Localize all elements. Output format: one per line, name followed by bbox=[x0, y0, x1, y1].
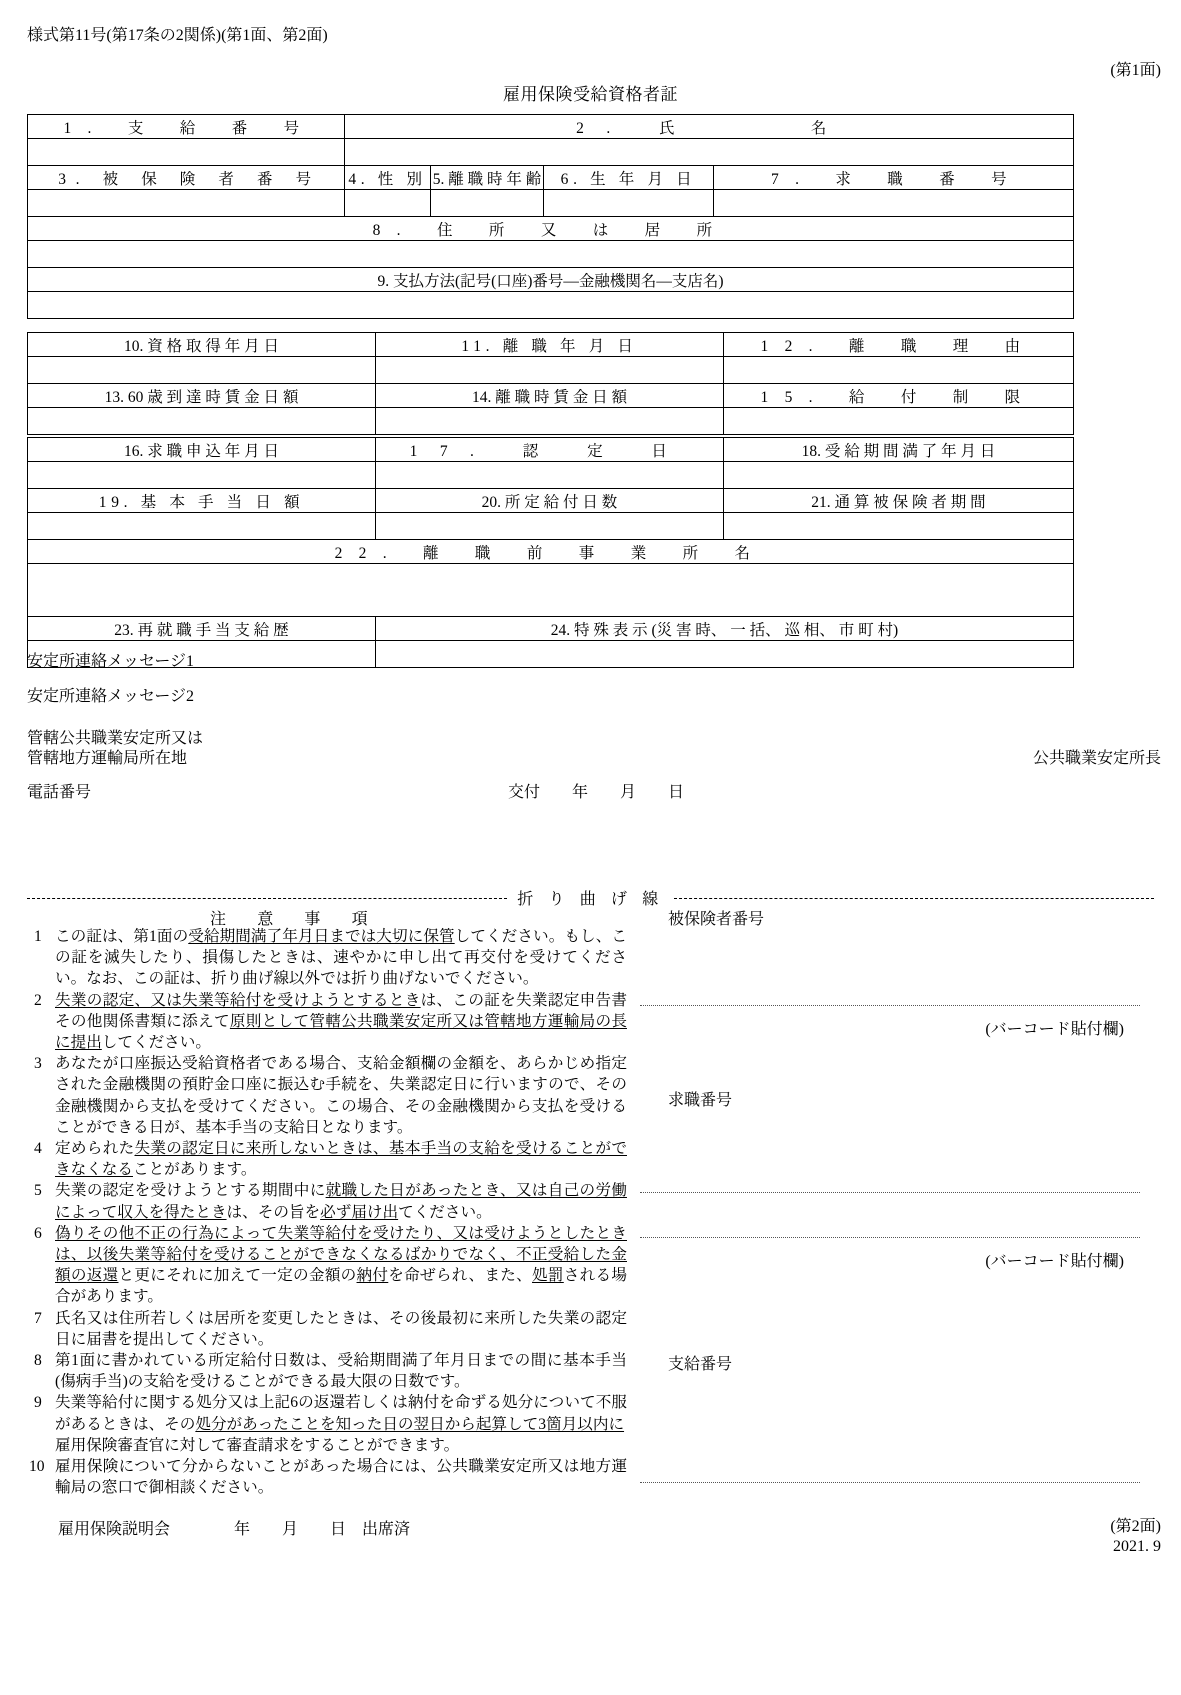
cell-label-reemployment-history: 23. 再 就 職 手 当 支 給 歴 bbox=[28, 617, 376, 641]
table-row bbox=[28, 139, 1074, 166]
note-text-plain: される場合があります。 bbox=[55, 1267, 627, 1306]
note-text-underlined: 受給期間満了年月日までは大切に保管 bbox=[188, 928, 455, 945]
cell-label-name: 2. 氏 名 bbox=[345, 115, 1074, 139]
cell-value-separation-date[interactable] bbox=[376, 357, 724, 384]
note-text-underlined: 必ず届け出 bbox=[320, 1203, 399, 1221]
note-text bbox=[53, 1350, 627, 1392]
cell-value-payment-method[interactable] bbox=[28, 292, 1074, 319]
cell-value-qualification-date[interactable] bbox=[28, 357, 376, 384]
table-row bbox=[28, 357, 1074, 384]
barcode-divider-4 bbox=[640, 1482, 1140, 1483]
table-row bbox=[28, 166, 1074, 190]
face-1-label: (第1面) bbox=[1110, 62, 1161, 79]
note-item bbox=[27, 1456, 627, 1498]
note-item bbox=[27, 1180, 627, 1222]
table-applicant-info bbox=[27, 114, 1074, 319]
note-text-plain: 定められた bbox=[55, 1140, 135, 1158]
version-date-label: 2021. 9 bbox=[1113, 1538, 1161, 1555]
barcode-paste-note-2: (バーコード貼付欄) bbox=[985, 1253, 1124, 1270]
note-text-plain: してください。もし、この証を滅失したり、損傷したときは、速やかに申し出て再交付を受けてください。なお、この証は、折り曲げ線以外では折り曲げないでください。 bbox=[55, 928, 627, 988]
issue-date-label: 交付 年 月 日 bbox=[508, 784, 685, 801]
label-payment-number: 支給番号 bbox=[668, 1356, 733, 1373]
cell-value-separation-reason[interactable] bbox=[724, 357, 1074, 384]
note-number: 3 bbox=[34, 1055, 42, 1073]
barcode-divider-3 bbox=[640, 1237, 1140, 1238]
table-row bbox=[28, 241, 1074, 268]
note-item bbox=[27, 990, 627, 1054]
cell-label-special-display: 24. 特 殊 表 示 (災 害 時、 一 括、 巡 相、 市 町 村) bbox=[376, 617, 1074, 641]
office-head-label: 公共職業安定所長 bbox=[1032, 750, 1161, 767]
note-text-underlined: 処罰 bbox=[532, 1267, 564, 1285]
cell-value-application-date[interactable] bbox=[28, 462, 376, 489]
note-number: 4 bbox=[34, 1140, 42, 1158]
note-item bbox=[27, 1138, 627, 1180]
cell-value-wage-at-60[interactable] bbox=[28, 408, 376, 435]
note-text bbox=[53, 1223, 627, 1308]
cell-value-birthdate[interactable] bbox=[544, 190, 714, 217]
note-item bbox=[27, 926, 627, 990]
note-text-underlined: 原則として管轄公共職業安定所又は管轄地方運輸局の長に提出 bbox=[55, 1012, 627, 1052]
form-number-label: 様式第11号(第17条の2関係)(第1面、第2面) bbox=[27, 27, 328, 44]
cell-label-payment-method: 9. 支払方法(記号(口座)番号―金融機関名―支店名) bbox=[28, 268, 1074, 292]
cell-label-payment-number: 1. 支 給 番 号 bbox=[28, 115, 345, 139]
barcode-divider-1 bbox=[640, 1005, 1140, 1006]
cell-label-separation-reason: 12. 離 職 理 由 bbox=[724, 333, 1074, 357]
table-row bbox=[28, 540, 1074, 564]
note-number: 9 bbox=[34, 1394, 42, 1412]
table-row bbox=[28, 292, 1074, 319]
cell-value-basic-allowance[interactable] bbox=[28, 513, 376, 540]
note-text bbox=[53, 1308, 627, 1350]
note-item bbox=[27, 1392, 687, 1456]
cell-value-recognition-date[interactable] bbox=[376, 462, 724, 489]
note-text bbox=[53, 1392, 687, 1456]
cell-label-benefit-period-end: 18. 受 給 期 間 満 了 年 月 日 bbox=[724, 438, 1074, 462]
table-row bbox=[28, 617, 1074, 641]
table-qualification-info bbox=[27, 332, 1074, 435]
page-title: 雇用保険受給資格者証 bbox=[503, 85, 678, 104]
table-row bbox=[28, 333, 1074, 357]
cell-label-total-insured-period: 21. 通 算 被 保 険 者 期 間 bbox=[724, 489, 1074, 513]
note-text-plain: と更にそれに加えて一定の金額の bbox=[118, 1267, 357, 1285]
table-row bbox=[28, 268, 1074, 292]
table-benefit-info bbox=[27, 437, 1074, 668]
office-address-line-1: 管轄公共職業安定所又は bbox=[27, 730, 204, 747]
note-text-underlined: 返還 bbox=[86, 1267, 119, 1285]
table-row bbox=[28, 217, 1074, 241]
cell-value-gender[interactable] bbox=[345, 190, 431, 217]
seminar-attendance-line: 雇用保険説明会 年 月 日 出席済 bbox=[58, 1521, 411, 1538]
note-text-plain: は、その旨を bbox=[226, 1203, 321, 1221]
barcode-paste-note-1: (バーコード貼付欄) bbox=[985, 1021, 1124, 1038]
cell-label-job-seeker-number: 7. 求 職 番 号 bbox=[714, 166, 1074, 190]
note-text bbox=[53, 1180, 627, 1222]
cell-label-application-date: 16. 求 職 申 込 年 月 日 bbox=[28, 438, 376, 462]
office-message-2: 安定所連絡メッセージ2 bbox=[27, 688, 195, 705]
cell-value-total-insured-period[interactable] bbox=[724, 513, 1074, 540]
note-text-plain: ことがあります。 bbox=[132, 1161, 257, 1179]
cell-label-benefit-restriction: 15. 給 付 制 限 bbox=[724, 384, 1074, 408]
table-row bbox=[28, 564, 1074, 617]
note-number: 10 bbox=[29, 1458, 45, 1476]
table-row bbox=[28, 190, 1074, 217]
cell-label-qualification-date: 10. 資 格 取 得 年 月 日 bbox=[28, 333, 376, 357]
note-item bbox=[27, 1053, 627, 1138]
table-row bbox=[28, 513, 1074, 540]
notes-title: 注 意 事 項 bbox=[210, 911, 382, 928]
cell-value-prescribed-days[interactable] bbox=[376, 513, 724, 540]
note-text bbox=[53, 1456, 627, 1498]
cell-value-name[interactable] bbox=[345, 139, 1074, 166]
table-row bbox=[28, 489, 1074, 513]
office-message-1: 安定所連絡メッセージ1 bbox=[27, 653, 195, 670]
note-text-underlined: 失業の認定日に来所しないときは、基本手当の支給を受けることができなくなる bbox=[55, 1140, 627, 1179]
note-number: 8 bbox=[34, 1352, 42, 1370]
cell-value-wage-at-separation[interactable] bbox=[376, 408, 724, 435]
table-row bbox=[28, 115, 1074, 139]
table-row bbox=[28, 408, 1074, 435]
note-item bbox=[27, 1350, 627, 1392]
note-text-plain: 雇用保険について分からないことがあった場合には、公共職業安定所又は地方運輸局の窓口で御相談ください。 bbox=[55, 1458, 627, 1497]
label-insured-number: 被保険者番号 bbox=[668, 911, 765, 928]
phone-number-label: 電話番号 bbox=[27, 784, 92, 801]
cell-value-special-display[interactable] bbox=[376, 641, 1074, 668]
note-text-plain: 第1面に書かれている所定給付日数は、受給期間満了年月日までの間に基本手当(傷病手当)の支給を受けることができる最大限の日数です。 bbox=[55, 1352, 627, 1391]
note-text bbox=[53, 990, 627, 1054]
cell-value-payment-number[interactable] bbox=[28, 139, 345, 166]
cell-label-prescribed-days: 20. 所 定 給 付 日 数 bbox=[376, 489, 724, 513]
cell-value-job-seeker-number[interactable] bbox=[714, 190, 1074, 217]
table-row bbox=[28, 384, 1074, 408]
note-number: 1 bbox=[34, 928, 42, 945]
note-text-underlined: 処分があったことを知った日の翌日から起算して3箇月以内に bbox=[195, 1415, 625, 1433]
cell-label-wage-at-60: 13. 60 歳 到 達 時 賃 金 日 額 bbox=[28, 384, 376, 408]
note-text-plain: を命ぜられ、また、 bbox=[388, 1267, 533, 1285]
cell-value-benefit-restriction[interactable] bbox=[724, 408, 1074, 435]
cell-label-birthdate: 6. 生 年 月 日 bbox=[544, 166, 714, 190]
barcode-column bbox=[640, 890, 1140, 1520]
office-address-line-2: 管轄地方運輸局所在地 bbox=[27, 750, 188, 767]
note-text-plain: 失業等給付に関する処分又は上記6の返還若しくは納付を命ずる処分について不服があるときは、その bbox=[55, 1394, 627, 1433]
note-text-underlined: 納付 bbox=[356, 1267, 389, 1285]
fold-line-dash-left bbox=[27, 898, 507, 899]
note-text-plain: は、この証を失業認定申告書その他関係書類に添えて bbox=[55, 991, 627, 1030]
cell-label-previous-employer: 22. 離 職 前 事 業 所 名 bbox=[28, 540, 1074, 564]
note-text-underlined: 偽りその他不正の行為によって失業等給付を受けたり、又は受けようとしたときは、以後失業等給付を受けることができなくなるばかりでなく、不正受給した金額の bbox=[55, 1224, 627, 1285]
note-text-underlined: 就職した日があったとき、又は自己の労働によって収入を得たとき bbox=[55, 1182, 627, 1221]
note-text-plain: 氏名又は住所若しくは居所を変更したときは、その後最初に来所した失業の認定日に届書を提出してください。 bbox=[55, 1309, 627, 1348]
note-item bbox=[27, 1308, 627, 1350]
table-row bbox=[28, 438, 1074, 462]
note-text bbox=[53, 1138, 627, 1180]
cell-value-previous-employer[interactable] bbox=[28, 564, 1074, 617]
notes-list bbox=[27, 926, 687, 1498]
note-number: 7 bbox=[34, 1309, 42, 1327]
cell-label-insured-number: 3. 被 保 険 者 番 号 bbox=[28, 166, 345, 190]
cell-label-separation-date: 11. 離 職 年 月 日 bbox=[376, 333, 724, 357]
label-job-seeker-number: 求職番号 bbox=[668, 1092, 733, 1109]
cell-label-address: 8. 住 所 又 は 居 所 bbox=[28, 217, 1074, 241]
note-item bbox=[27, 1223, 627, 1308]
cell-label-gender: 4. 性 別 bbox=[345, 166, 431, 190]
cell-label-wage-at-separation: 14. 離 職 時 賃 金 日 額 bbox=[376, 384, 724, 408]
note-text-underlined: 失業の認定、又は失業等給付を受けようとするとき bbox=[55, 991, 421, 1009]
table-row bbox=[28, 462, 1074, 489]
cell-value-address[interactable] bbox=[28, 241, 1074, 268]
note-text-plain: 失業の認定を受けようとする期間中に bbox=[55, 1182, 326, 1200]
note-text-plain: してください。 bbox=[101, 1034, 211, 1052]
face-2-label: (第2面) bbox=[1110, 1518, 1161, 1535]
cell-value-benefit-period-end[interactable] bbox=[724, 462, 1074, 489]
cell-label-age-at-separation: 5. 離 職 時 年 齢 bbox=[431, 166, 544, 190]
note-text-plain: あなたが口座振込受給資格者である場合、支給金額欄の金額を、あらかじめ指定された金融機関の預貯金口座に振込む手続を、失業認定日に行いますので、その金融機関から支払を受けてください。この場合、その金融機関から支払を受けることができる日が、基本手当の支給日となります。 bbox=[55, 1055, 627, 1136]
note-text-plain: この証は、第1面の bbox=[55, 928, 189, 945]
cell-label-recognition-date: 17. 認 定 日 bbox=[376, 438, 724, 462]
note-text bbox=[53, 926, 627, 990]
note-text bbox=[53, 1053, 627, 1138]
barcode-divider-2 bbox=[640, 1192, 1140, 1193]
note-number: 2 bbox=[34, 991, 42, 1009]
note-text-plain: てください。 bbox=[398, 1203, 492, 1221]
note-number: 5 bbox=[34, 1182, 42, 1200]
cell-value-age-at-separation[interactable] bbox=[431, 190, 544, 217]
fold-line-label: 折 り 曲 げ 線 bbox=[517, 891, 664, 908]
note-text-plain: 雇用保険審査官に対して審査請求をすることができます。 bbox=[55, 1415, 687, 1454]
note-number: 6 bbox=[34, 1224, 42, 1242]
cell-value-insured-number[interactable] bbox=[28, 190, 345, 217]
cell-label-basic-allowance: 19. 基 本 手 当 日 額 bbox=[28, 489, 376, 513]
